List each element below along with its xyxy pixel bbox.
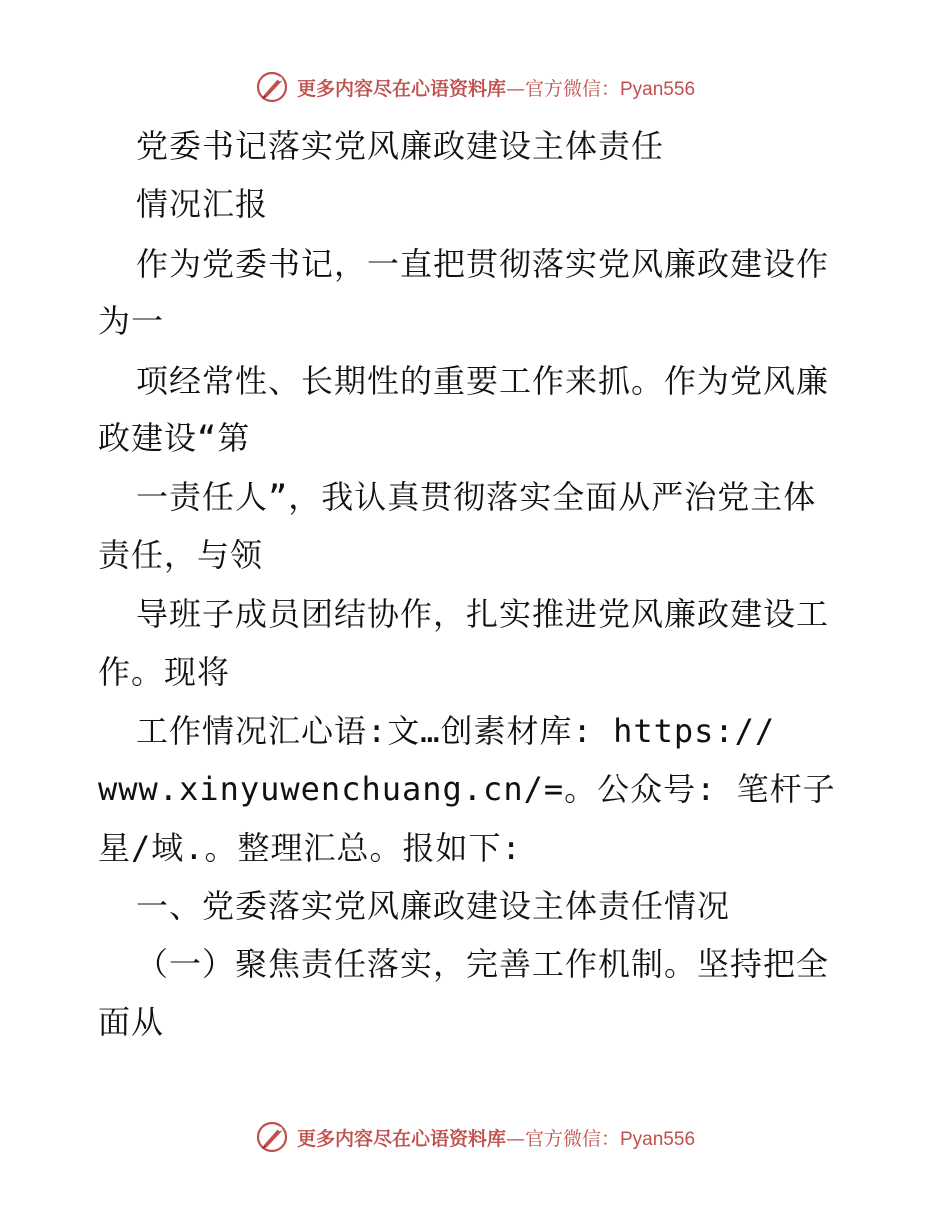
banner-wechat-id: Pyan556: [620, 78, 696, 100]
doc-paragraph-line: （一）聚焦责任落实，完善工作机制。坚持把全: [136, 945, 830, 983]
footer-banner: [0, 1120, 950, 1154]
banner-site-text: 更多内容尽在心语资料库: [296, 77, 506, 100]
doc-paragraph-line: 导班子成员团结协作，扎实推进党风廉政建设工: [136, 595, 830, 633]
doc-paragraph-line: 为一: [98, 302, 165, 340]
banner-wechat-id: Pyan556: [620, 1128, 696, 1150]
quill-pen-circle-icon: [255, 1120, 289, 1154]
banner-wechat-label: 官方微信：: [524, 1127, 620, 1150]
header-banner: [0, 70, 950, 104]
banner-text: [297, 1124, 695, 1151]
doc-paragraph-line: 星/域.。整理汇总。报如下:: [98, 829, 522, 867]
banner-dash: —: [505, 1127, 525, 1150]
doc-paragraph-line: 责任，与领: [98, 536, 264, 574]
doc-paragraph-line: 项经常性、长期性的重要工作来抓。作为党风廉: [136, 362, 830, 400]
doc-paragraph-line: 作为党委书记，一直把贯彻落实党风廉政建设作: [136, 245, 830, 283]
doc-paragraph-line: 政建设“第: [98, 419, 251, 457]
doc-paragraph-line: 一责任人”，我认真贯彻落实全面从严治党主体: [136, 478, 817, 516]
doc-paragraph-line: www.xinyuwenchuang.cn/=。公众号: 笔杆子: [98, 770, 836, 808]
doc-section-heading: 一、党委落实党风廉政建设主体责任情况: [136, 887, 731, 925]
doc-title-line-1: 党委书记落实党风廉政建设主体责任: [136, 127, 665, 165]
banner-site-text: 更多内容尽在心语资料库: [296, 1127, 506, 1150]
banner-text: [297, 74, 695, 101]
doc-paragraph-line: 工作情况汇心语:文…创素材库: https://: [136, 712, 776, 750]
banner-dash: —: [505, 77, 525, 100]
banner-wechat-label: 官方微信：: [524, 77, 620, 100]
doc-title-line-2: 情况汇报: [136, 185, 269, 223]
doc-paragraph-line: 作。现将: [98, 653, 231, 691]
quill-pen-circle-icon: [255, 70, 289, 104]
doc-paragraph-line: 面从: [98, 1003, 165, 1041]
